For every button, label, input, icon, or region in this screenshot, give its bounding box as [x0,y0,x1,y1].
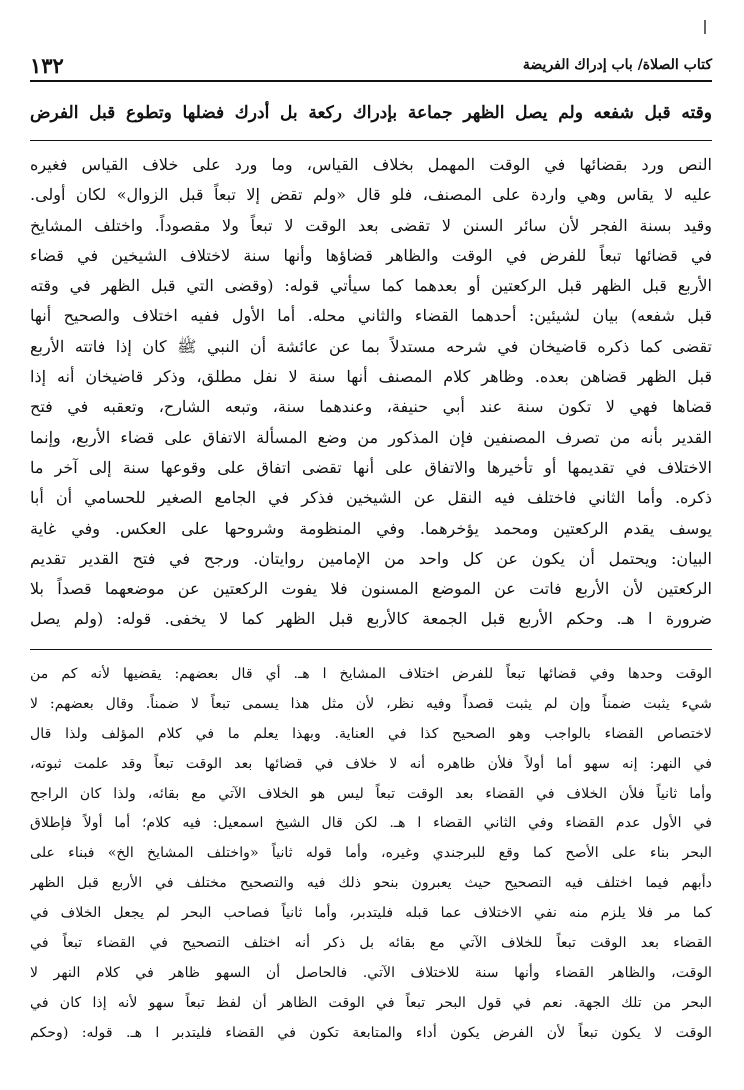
text-line: لاختصاص القضاء بالواجب وهو الصحيح كذا في العناية. وبهذا يعلم ما في كلام المؤلف ولذا قال [30,725,712,742]
text-line: القدير بأنه من تصرف المصنفين فإن المذكور من وضع المسألة الاتفاق على قضاء الأربع، وإنما [30,427,712,447]
text-line: النص ورد بقضائها في الوقت المهمل بخلاف القياس، وما ورد على خلاف القياس فغيره [30,155,712,174]
matn-rule [30,140,712,141]
text-line: القضاء بعد الوقت تبعاً للخلاف الآتي مع بقائه بل ذكر أنه اختلف التصحيح في القضاء تبعاً في [30,935,712,952]
text-line: البحر بناء على الأصح كما وقع للبرجندي وغيره، وأما قوله ثانياً «واختلف المشايخ الخ» فبناء على [30,845,712,862]
page-header [30,52,712,78]
text-line: تقضى كما ذكره قاضيخان في شرحه مستدلاً بما عن عائشة أن النبي ﷺ كان إذا فاتته الأربع [30,336,712,356]
text-line: كما مر فلا يلزم منه نفي الاختلاف عما قبله فليتدبر، وأما ثانياً فصاحب البحر لم يجعل الخلاف في [30,905,712,922]
text-line: عليه لا يقاس وهي واردة على المصنف، فلو قال «ولم تقض إلا تبعاً قبل الزوال» لكان أولى. [30,185,712,205]
text-line: يوسف يقدم الركعتين ومحمد يؤخرهما. وفي المنظومة وشروحها على العكس. وفي غاية [30,518,712,538]
text-line: الركعتين لأن الأربع فاتت عن الموضع المسنون فلا يفوت الركعتين عن موضعهما قصداً بلا [30,579,712,599]
text-line: الوقت وحدها وفي قضائها تبعاً للفرض اختلاف المشايخ ا هـ. أي قال بعضهم: يقضيها لأنه كم من [30,666,712,682]
text-line: قبل الظهر قضاهن بعده. وظاهر كلام المصنف أنها سنة لا نفل مطلق، وذكر قاضيخان أنه إذا [30,367,712,387]
commentary-block [30,150,712,635]
text-line: في النهر: إنه سهو أما أولاً فلأن ظاهره أنه لا خلاف في قضائها بعد الوقت تبعاً وقد علمت ثبوته، [30,755,712,772]
text-line: في الأول عدم القضاء وفي الثاني القضاء ا هـ. لكن قال الشيخ اسمعيل: فيه كلام؛ أما أولاً فإطلاق [30,815,712,832]
text-line: البيان: ويحتمل أن يكون عن كل واحد من الإمامين روايتان. ورجح في فتح القدير تقديم [30,548,712,568]
matn-text: وقته قبل شفعه ولم يصل الظهر جماعة بإدراك ركعة بل أدرك فضلها وتطوع قبل الفرض [30,103,712,123]
hashiya-rule [30,649,712,650]
hashiya-block [30,660,712,1049]
text-line: البحر من تلك الجهة. نعم في قول البحر تبعاً في الوقت الظاهر أن لفظ تبعاً سهو لأنه إذا كان في [30,994,712,1011]
text-line: وأما ثانياً فلأن الخلاف في القضاء بعد الوقت تبعاً ليس هو الخلاف الآتي مع بقائه، ولذا كان الراجح [30,785,712,802]
text-line: شيء يثبت ضمناً وإن لم يثبت قصداً وفيه نظر، لأن مثل هذا يسمى تبعاً لا ضمناً. وقال بعضهم: لا [30,695,712,712]
text-line: وقيد بسنة الفجر لأن سائر السنن لا تقضى بعد الوقت لا تبعاً ولا مقصوداً. واختلف المشايخ [30,215,712,235]
running-title: كتاب الصلاة/ باب إدراك الفريضة [522,57,712,73]
text-line: قضاها فهي لا تكون سنة عند أبي حنيفة، وعندهما سنة، وتبعه الشارح، وتعقبه في فتح [30,397,712,417]
text-line: ذكره. وأما الثاني فاختلف فيه النقل عن الشيخين فذكر في الجامع الصغير للحسامي أن أبا [30,488,712,508]
text-line: ضرورة ا هـ. وحكم الأربع قبل الجمعة كالأربع قبل الظهر كما لا يخفى. قوله: (ولم يصل [30,609,712,629]
text-line: في قضائها تبعاً للفرض في الوقت والظاهر قضاؤها وأنها سنة لاختلاف الشيخين في قضاء [30,245,712,265]
margin-mark [704,20,706,34]
text-line: الوقت لا يكون تبعاً لأن الفرض يكون أداء والمتابعة تكون في القضاء فليتدبر ا هـ. قوله: (وحكم [30,1024,712,1041]
text-line: دأبهم فيما اختلف فيه التصحيح حيث يعبرون بنحو ذلك فيه والتصحيح مختلف في الأربع قبل الظهر [30,875,712,892]
page-number: ١٣٢ [30,52,64,78]
header-rule [30,80,712,82]
text-line: الأربع قبل الظهر قبل الركعتين أو بعدهما كما سيأتي قوله: (وقضى التي قبل الظهر في وقته [30,276,712,296]
text-line: الوقت، والظاهر القضاء وأنها سنة للاختلاف الآتي. فالحاصل أن السهو ظاهر في كلام النهر لا [30,964,712,981]
text-line: الاختلاف في تقديمها أو تأخيرها والاتفاق على أنها تقضى اتفاق على وقوعها سنة إلى آخر ما [30,457,712,477]
text-line: قبل شفعه) بيان لشيئين: أحدهما القضاء والثاني محله. أما الأول ففيه اختلاف والصحيح أنها [30,306,712,326]
